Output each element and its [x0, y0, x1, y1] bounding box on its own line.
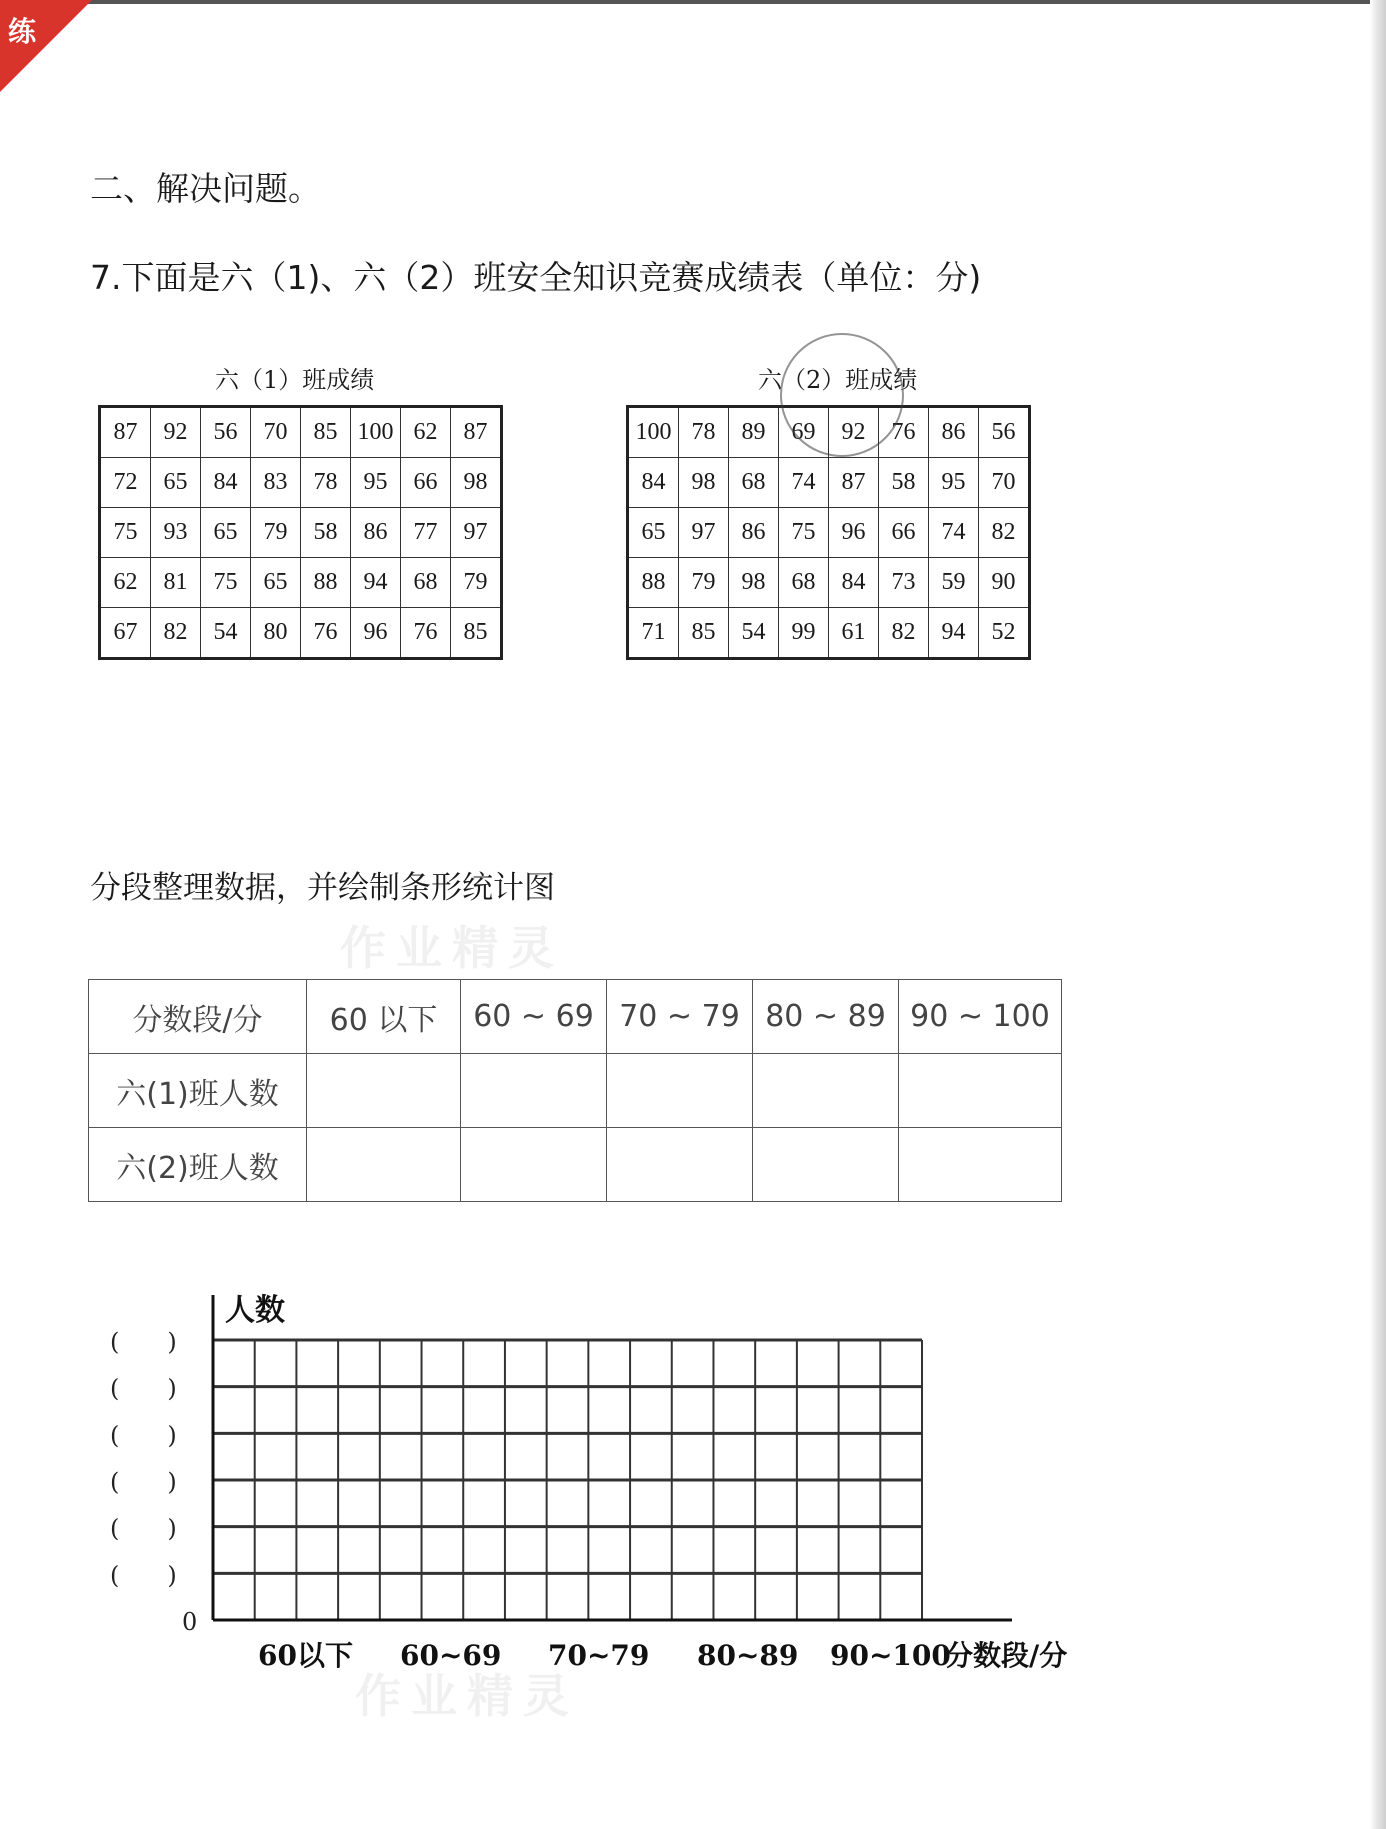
score-cell: 98 [729, 558, 779, 608]
score-cell: 97 [451, 508, 502, 558]
score-cell: 81 [151, 558, 201, 608]
instruction-text: 分段整理数据，并绘制条形统计图 [90, 870, 555, 906]
score-cell: 52 [979, 608, 1030, 659]
score-cell: 93 [151, 508, 201, 558]
score-cell: 94 [351, 558, 401, 608]
score-cell: 74 [779, 458, 829, 508]
score-cell: 78 [679, 407, 729, 458]
score-cell: 84 [201, 458, 251, 508]
score-cell: 58 [879, 458, 929, 508]
score-cell: 96 [351, 608, 401, 659]
score-cell: 86 [351, 508, 401, 558]
score-cell: 82 [979, 508, 1030, 558]
score-cell: 73 [879, 558, 929, 608]
score-cell: 86 [729, 508, 779, 558]
score-cell: 87 [100, 407, 151, 458]
score-cell: 87 [451, 407, 502, 458]
score-cell: 71 [628, 608, 679, 659]
score-cell: 100 [628, 407, 679, 458]
score-cell: 79 [251, 508, 301, 558]
section-title: 二、解决问题。 [90, 169, 321, 208]
score-cell: 56 [979, 407, 1030, 458]
score-cell: 98 [679, 458, 729, 508]
score-cell: 75 [100, 508, 151, 558]
score-cell: 86 [929, 407, 979, 458]
y-tick-label: ( ) [110, 1374, 177, 1403]
y-axis-label: 人数 [225, 1293, 285, 1328]
score-cell: 97 [679, 508, 729, 558]
row-label: 六(2)班人数 [89, 1128, 307, 1202]
score-cell: 66 [879, 508, 929, 558]
score-cell: 76 [301, 608, 351, 659]
score-cell: 99 [779, 608, 829, 659]
score-cell: 79 [679, 558, 729, 608]
score-cell: 56 [201, 407, 251, 458]
score-cell: 100 [351, 407, 401, 458]
segment-header: 70 ~ 79 [607, 980, 753, 1054]
score-cell: 82 [151, 608, 201, 659]
segment-header: 80 ~ 89 [753, 980, 899, 1054]
corner-label: 练 [8, 15, 37, 48]
score-cell: 70 [251, 407, 301, 458]
score-cell: 68 [779, 558, 829, 608]
watermark: 作业精灵 [340, 921, 564, 975]
row-label: 六(1)班人数 [89, 1054, 307, 1128]
score-cell: 70 [979, 458, 1030, 508]
x-tick-label: 60~69 [400, 1639, 502, 1672]
score-cell: 88 [628, 558, 679, 608]
score-cell: 96 [829, 508, 879, 558]
score-cell: 95 [351, 458, 401, 508]
score-cell: 62 [401, 407, 451, 458]
score-cell: 85 [679, 608, 729, 659]
class1-caption: 六（1）班成绩 [215, 366, 375, 394]
score-cell: 62 [100, 558, 151, 608]
segment-header: 60 以下 [307, 980, 461, 1054]
score-cell: 90 [979, 558, 1030, 608]
question-text: 7.下面是六（1)、六（2）班安全知识竞赛成绩表（单位：分) [90, 258, 982, 297]
y-tick-label: ( ) [110, 1561, 177, 1590]
score-cell: 66 [401, 458, 451, 508]
score-cell: 88 [301, 558, 351, 608]
score-cell: 54 [729, 608, 779, 659]
score-cell: 54 [201, 608, 251, 659]
score-cell: 68 [729, 458, 779, 508]
score-cell: 74 [929, 508, 979, 558]
segment-header: 60 ~ 69 [461, 980, 607, 1054]
x-tick-label: 80~89 [697, 1639, 799, 1672]
y-origin-label: 0 [182, 1608, 198, 1636]
score-cell: 92 [151, 407, 201, 458]
score-cell: 82 [879, 608, 929, 659]
score-cell: 84 [628, 458, 679, 508]
x-axis-label: 分数段/分 [945, 1639, 1068, 1672]
score-cell: 58 [301, 508, 351, 558]
y-tick-label: ( ) [110, 1421, 177, 1450]
y-tick-label: ( ) [110, 1328, 177, 1356]
x-tick-label: 60以下 [258, 1639, 353, 1672]
score-cell: 69 [779, 407, 829, 458]
score-cell: 65 [151, 458, 201, 508]
score-cell: 75 [779, 508, 829, 558]
score-cell: 94 [929, 608, 979, 659]
score-cell: 61 [829, 608, 879, 659]
score-cell: 85 [451, 608, 502, 659]
watermark: 作业精灵 [355, 1669, 579, 1723]
score-cell: 89 [729, 407, 779, 458]
score-cell: 80 [251, 608, 301, 659]
score-cell: 87 [829, 458, 879, 508]
score-cell: 79 [451, 558, 502, 608]
score-cell: 75 [201, 558, 251, 608]
y-tick-label: ( ) [110, 1468, 177, 1496]
x-tick-label: 70~79 [548, 1639, 650, 1672]
score-cell: 65 [201, 508, 251, 558]
score-cell: 84 [829, 558, 879, 608]
score-cell: 85 [301, 407, 351, 458]
score-cell: 76 [879, 407, 929, 458]
score-cell: 76 [401, 608, 451, 659]
score-cell: 95 [929, 458, 979, 508]
score-cell: 68 [401, 558, 451, 608]
segment-header-label: 分数段/分 [89, 980, 307, 1054]
score-cell: 67 [100, 608, 151, 659]
x-tick-label: 90~100 [830, 1639, 951, 1672]
score-cell: 59 [929, 558, 979, 608]
class2-caption: 六（2）班成绩 [758, 366, 918, 394]
score-cell: 98 [451, 458, 502, 508]
score-cell: 65 [628, 508, 679, 558]
score-cell: 92 [829, 407, 879, 458]
segment-header: 90 ~ 100 [899, 980, 1062, 1054]
score-cell: 65 [251, 558, 301, 608]
score-cell: 78 [301, 458, 351, 508]
score-cell: 83 [251, 458, 301, 508]
y-tick-label: ( ) [110, 1514, 177, 1543]
score-cell: 72 [100, 458, 151, 508]
score-cell: 77 [401, 508, 451, 558]
